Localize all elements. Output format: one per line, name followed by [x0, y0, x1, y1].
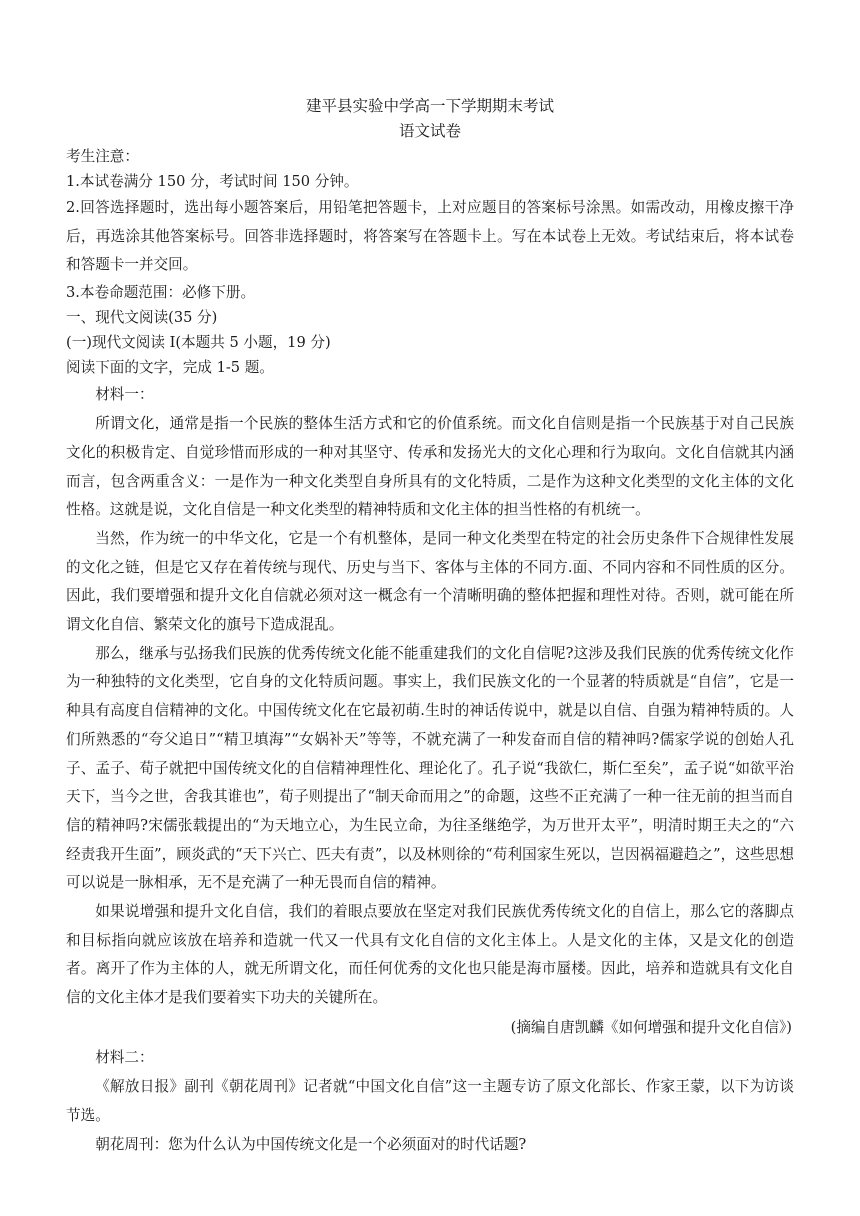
exam-page	[66, 94, 794, 1160]
notice-item-3: 3.本卷命题范围：必修下册。	[66, 284, 256, 302]
material2-intro: 《解放日报》副刊《朝花周刊》记者就“中国文化自信”这一主题专访了原文化部长、作家王蒙，以下为访谈节选。	[66, 1077, 794, 1124]
material1-paragraph: 当然，作为统一的中华文化，它是一个有机整体，是同一种文化类型在特定的社会历史条件下合规律性发展的文化之链，但是它又存在着传统与现代、历史与当下、客体与主体的不同方.面、不同内容和不同性质的区分。因此，我们要增强和提升文化自信就必须对这一概念有一个清晰明确的整体把握和理性对待。否则，就可能在所谓文化自信、繁荣文化的旗号下造成混乱。	[66, 529, 794, 634]
exam-subtitle: 语文试卷	[398, 122, 461, 140]
material2-label: 材料二：	[95, 1048, 154, 1066]
section-instruction: 阅读下面的文字，完成 1-5 题。	[66, 359, 274, 377]
exam-title: 建平县实验中学高一下学期期末考试	[305, 97, 554, 115]
material1-source: (摘编自唐凯麟《如何增强和提升文化自信》)	[510, 1018, 792, 1036]
notice-heading: 考生注意：	[66, 148, 139, 165]
material1-paragraph: 所谓文化，通常是指一个民族的整体生活方式和它的价值系统。而文化自信则是指一个民族基于对自己民族文化的积极肯定、自觉珍惜而形成的一种对其坚守、传承和发扬光大的文化心理和行为取向。文化自信就其内涵而言，包含两重含义：一是作为一种文化类型自身所具有的文化特质，二是作为这种文化类型的文化主体的文化性格。这就是说，文化自信是一种文化类型的精神特质和文化主体的担当性格的有机统一。	[66, 415, 794, 519]
interview-question: 朝花周刊：您为什么认为中国传统文化是一个必须面对的时代话题?	[95, 1136, 527, 1154]
material1-paragraph: 那么，继承与弘扬我们民族的优秀传统文化能不能重建我们的文化自信呢?这涉及我们民族的优秀传统文化作为一种独特的文化类型，它自身的文化特质问题。事实上，我们民族文化的一个显著的特质就是“自信”，它是一种具有高度自信精神的文化。中国传统文化在它最初萌.生时的神话传说中，就是以自信、自强为精神特质的。人们所熟悉的“夸父追日”“精卫填海”“女娲补天”等等，不就充满了一种发奋而自信的精神吗?儒家学说的创始人孔子、孟子、荀子就把中国传统文化的自信精神理性化、理论化了。孔子说“我欲仁，斯仁至矣”，孟子说“如欲平治天下，当今之世，舍我其谁也”，荀子则提出了“制天命而用之”的命题，这些不正充满了一种一往无前的担当而自信的精神吗?宋儒张载提出的“为天地立心，为生民立命，为往圣继绝学，为万世开太平”，明清时期王夫之的“六经责我开生面”，顾炎武的“天下兴亡、匹夫有责”，以及林则徐的“苟利国家生死以，岂因祸福避趋之”，这些思想可以说是一脉相承，无不是充满了一种无畏而自信的精神。	[66, 644, 794, 892]
material1-paragraph: 如果说增强和提升文化自信，我们的着眼点要放在坚定对我们民族优秀传统文化的自信上，那么它的落脚点和目标指向就应该放在培养和造就一代又一代具有文化自信的文化主体上。人是文化的主体，又是文化的创造者。离开了作为主体的人，就无所谓文化，而任何优秀的文化也只能是海市蜃楼。因此，培养和造就具有文化自信的文化主体才是我们要着实下功夫的关键所在。	[66, 903, 794, 1007]
notice-item-1: 1.本试卷满分 150 分，考试时间 150 分钟。	[66, 173, 359, 190]
notice-item-2: 2.回答选择题时，选出每小题答案后，用铅笔把答题卡，上对应题目的答案标号涂黑。如需改动，用橡皮擦干净后，再选涂其他答案标号。回答非选择题时，将答案写在答题卡上。写在本试卷上无效。考试结束后，将本试卷和答题卡一并交回。	[66, 199, 794, 274]
material1-label: 材料一：	[95, 386, 154, 404]
section-heading: 一、现代文阅读(35 分)	[66, 309, 218, 327]
section-subheading: (一)现代文阅读 I(本题共 5 小题，19 分)	[66, 334, 331, 352]
